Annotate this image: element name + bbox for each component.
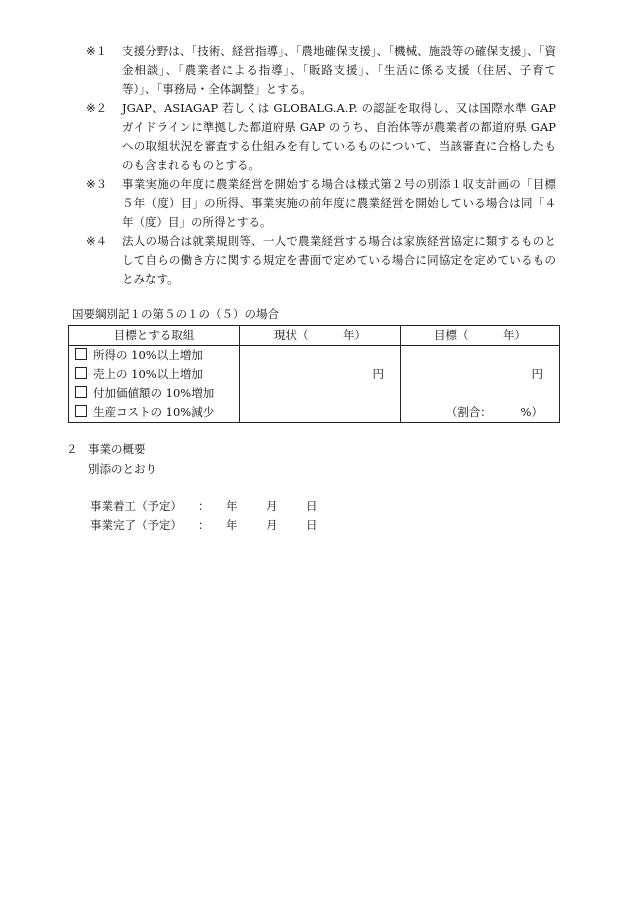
target-items-cell <box>69 346 240 423</box>
item-label: 売上の 10%以上増加 <box>93 367 203 381</box>
current-unit: 円 <box>372 367 384 381</box>
schedule-row-start <box>90 497 346 516</box>
schedule-colon: ： <box>198 499 210 513</box>
footnote-1 <box>86 42 556 99</box>
goal-value-cell[interactable] <box>401 346 560 423</box>
target-item-cost[interactable] <box>75 403 233 422</box>
header-target-item: 目標とする取組 <box>69 326 240 346</box>
section-number: ２ <box>66 442 78 456</box>
footnotes <box>86 42 556 289</box>
section-2-body: 別添のとおり <box>88 462 157 476</box>
footnote-text: 支援分野は、「技術、経営指導」、「農地確保支援」、「機械、施設等の確保支援」、「資金相談」、「農業者による指導」、「販路支援」、「生活に係る支援（住居、子育て等）」、「事務局・全体調整」とする。 <box>122 44 556 96</box>
schedule-label: 事業着工（予定） <box>90 499 182 513</box>
item-label: 所得の 10%以上増加 <box>93 348 203 362</box>
schedule-label: 事業完了（予定） <box>90 518 182 532</box>
target-item-sales[interactable] <box>75 365 233 384</box>
schedule <box>90 497 346 535</box>
item-label: 付加価値額の 10%増加 <box>93 386 215 400</box>
footnote-text: 事業実施の年度に農業経営を開始する場合は様式第２号の別添１収支計画の「目標５年（度）目」の所得、事業実施の前年度に農業経営を開始している場合は同「４年（度）目」の所得とする。 <box>122 177 556 229</box>
table-body-row <box>69 346 560 423</box>
footnote-2 <box>86 99 556 175</box>
schedule-date[interactable]: 年 月 日 <box>226 518 318 532</box>
footnote-text: 法人の場合は就業規則等、一人で農業経営する場合は家族経営協定に類するものとして自らの働き方に関する規定を書面で定めている場合に同協定を定めているものとみなす。 <box>122 234 556 286</box>
footnote-text: JGAP、ASIAGAP 若しくは GLOBALG.A.P. の認証を取得し、又は国際水準 GAP ガイドラインに準拠した都道府県 GAP のうち、自治体等が農業者の都道府県 GAP への取組状況を審査する仕組みを有しているものについて、当該審査に合格したものも含まれるものとする。 <box>122 101 556 172</box>
footnote-mark: ※４ <box>86 234 108 248</box>
item-label: 生産コストの 10%減少 <box>93 405 215 419</box>
schedule-row-end <box>90 516 346 535</box>
footnote-mark: ※３ <box>86 177 108 191</box>
footnote-3 <box>86 175 556 232</box>
checkbox[interactable] <box>75 386 87 398</box>
table-title: 国要綱別記１の第５の１の（５）の場合 <box>72 307 279 321</box>
current-value-cell[interactable] <box>240 346 401 423</box>
footnote-mark: ※１ <box>86 44 108 58</box>
footnote-mark: ※２ <box>86 101 108 115</box>
footnote-4 <box>86 232 556 289</box>
table-header-row <box>69 326 560 346</box>
section-title: 事業の概要 <box>88 442 146 456</box>
schedule-colon: ： <box>198 518 210 532</box>
goal-unit: 円 <box>531 367 543 381</box>
target-table <box>68 325 560 423</box>
target-item-income[interactable] <box>75 346 233 365</box>
checkbox[interactable] <box>75 348 87 360</box>
header-goal: 目標（ 年） <box>401 326 560 346</box>
checkbox[interactable] <box>75 367 87 379</box>
header-current: 現状（ 年） <box>240 326 401 346</box>
target-item-added-value[interactable] <box>75 384 233 403</box>
schedule-date[interactable]: 年 月 日 <box>226 499 318 513</box>
section-2-heading <box>66 440 146 459</box>
ratio-label: （割合： %） <box>445 405 543 419</box>
checkbox[interactable] <box>75 405 87 417</box>
